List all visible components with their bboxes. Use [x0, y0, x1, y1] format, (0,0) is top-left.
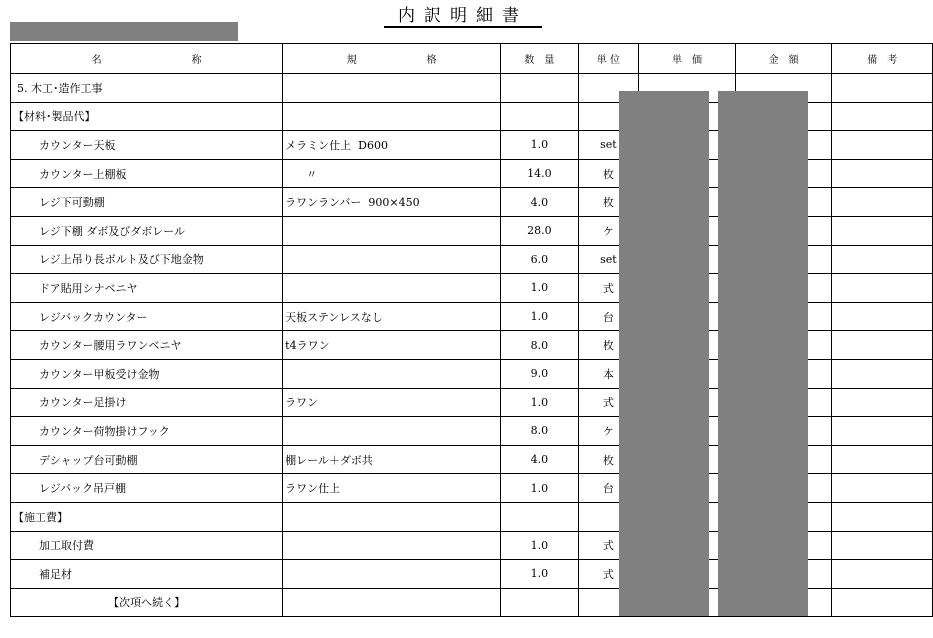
item-qty: 14.0	[501, 159, 578, 188]
item-note	[832, 331, 933, 360]
item-qty: 4.0	[501, 445, 578, 474]
item-name: 【施工費】	[11, 502, 283, 531]
item-note	[832, 188, 933, 217]
item-spec	[283, 245, 501, 274]
item-spec	[283, 359, 501, 388]
item-qty: 28.0	[501, 216, 578, 245]
item-note	[832, 159, 933, 188]
item-note	[832, 474, 933, 503]
item-qty: 8.0	[501, 417, 578, 446]
item-spec	[283, 531, 501, 560]
redacted-unit-price-column	[619, 91, 709, 616]
item-note	[832, 502, 933, 531]
item-spec	[283, 216, 501, 245]
item-spec: 天板ステンレスなし	[283, 302, 501, 331]
col-header-name: 名 称	[11, 44, 283, 74]
item-qty: 9.0	[501, 359, 578, 388]
item-note	[832, 588, 933, 617]
item-qty: 4.0	[501, 188, 578, 217]
col-header-qty: 数 量	[501, 44, 578, 74]
item-note	[832, 274, 933, 303]
item-name: カウンター荷物掛けフック	[11, 417, 283, 446]
item-name: 5. 木工･造作工事	[11, 74, 283, 103]
item-unit: 台	[578, 474, 639, 503]
col-header-note: 備 考	[832, 44, 933, 74]
item-qty: 1.0	[501, 474, 578, 503]
item-note	[832, 302, 933, 331]
header-row	[11, 44, 933, 74]
item-spec	[283, 417, 501, 446]
item-name: カウンター腰用ラワンベニヤ	[11, 331, 283, 360]
item-note	[832, 74, 933, 103]
item-name: 加工取付費	[11, 531, 283, 560]
item-spec	[283, 560, 501, 589]
item-qty	[501, 588, 578, 617]
item-qty: 1.0	[501, 131, 578, 160]
item-spec: ラワン	[283, 388, 501, 417]
item-unit: 式	[578, 388, 639, 417]
item-name: デシャップ台可動棚	[11, 445, 283, 474]
item-note	[832, 417, 933, 446]
item-name: レジ上吊り長ボルト及び下地金物	[11, 245, 283, 274]
item-unit: 枚	[578, 159, 639, 188]
item-qty: 1.0	[501, 388, 578, 417]
item-qty: 1.0	[501, 302, 578, 331]
item-name: カウンター天板	[11, 131, 283, 160]
item-spec	[283, 502, 501, 531]
item-note	[832, 359, 933, 388]
item-qty: 6.0	[501, 245, 578, 274]
col-header-amount: 金 額	[735, 44, 832, 74]
item-unit: ケ	[578, 216, 639, 245]
item-unit: 式	[578, 274, 639, 303]
item-unit: 枚	[578, 188, 639, 217]
item-unit: ケ	[578, 417, 639, 446]
item-qty: 1.0	[501, 274, 578, 303]
col-header-unit-price: 単 価	[639, 44, 736, 74]
item-spec: t4ラワン	[283, 331, 501, 360]
item-note	[832, 131, 933, 160]
item-unit: 式	[578, 560, 639, 589]
item-unit: 枚	[578, 445, 639, 474]
item-note	[832, 102, 933, 131]
item-note	[832, 531, 933, 560]
item-spec	[283, 74, 501, 103]
item-spec: 〃	[283, 159, 501, 188]
item-note	[832, 388, 933, 417]
item-unit: 枚	[578, 331, 639, 360]
item-qty: 1.0	[501, 560, 578, 589]
item-name: レジバックカウンター	[11, 302, 283, 331]
item-spec: メラミン仕上 D600	[283, 131, 501, 160]
item-qty	[501, 502, 578, 531]
redacted-amount-column	[718, 91, 808, 616]
item-name: カウンター上棚板	[11, 159, 283, 188]
item-spec: ラワンランバー 900×450	[283, 188, 501, 217]
item-spec: 棚レール＋ダボ共	[283, 445, 501, 474]
item-name: 【次項へ続く】	[11, 588, 283, 617]
item-unit: set	[578, 245, 639, 274]
item-qty: 1.0	[501, 531, 578, 560]
item-name: レジ下可動棚	[11, 188, 283, 217]
item-spec: ラワン仕上	[283, 474, 501, 503]
item-name: レジ下棚 ダボ及びダボレール	[11, 216, 283, 245]
col-header-spec: 規 格	[283, 44, 501, 74]
item-unit: 式	[578, 531, 639, 560]
item-qty	[501, 74, 578, 103]
item-name: カウンター甲板受け金物	[11, 359, 283, 388]
item-unit: 本	[578, 359, 639, 388]
col-header-unit: 単 位	[578, 44, 639, 74]
item-qty: 8.0	[501, 331, 578, 360]
item-name: 【材料･製品代】	[11, 102, 283, 131]
item-note	[832, 216, 933, 245]
item-note	[832, 445, 933, 474]
document-title: 内訳明細書	[384, 6, 542, 28]
item-qty	[501, 102, 578, 131]
redacted-header-block	[10, 22, 238, 41]
item-unit: 台	[578, 302, 639, 331]
item-name: ドア貼用シナベニヤ	[11, 274, 283, 303]
item-name: カウンター足掛け	[11, 388, 283, 417]
item-name: 補足材	[11, 560, 283, 589]
item-unit: set	[578, 131, 639, 160]
item-spec	[283, 102, 501, 131]
item-note	[832, 245, 933, 274]
item-note	[832, 560, 933, 589]
item-name: レジバック吊戸棚	[11, 474, 283, 503]
item-spec	[283, 588, 501, 617]
item-spec	[283, 274, 501, 303]
